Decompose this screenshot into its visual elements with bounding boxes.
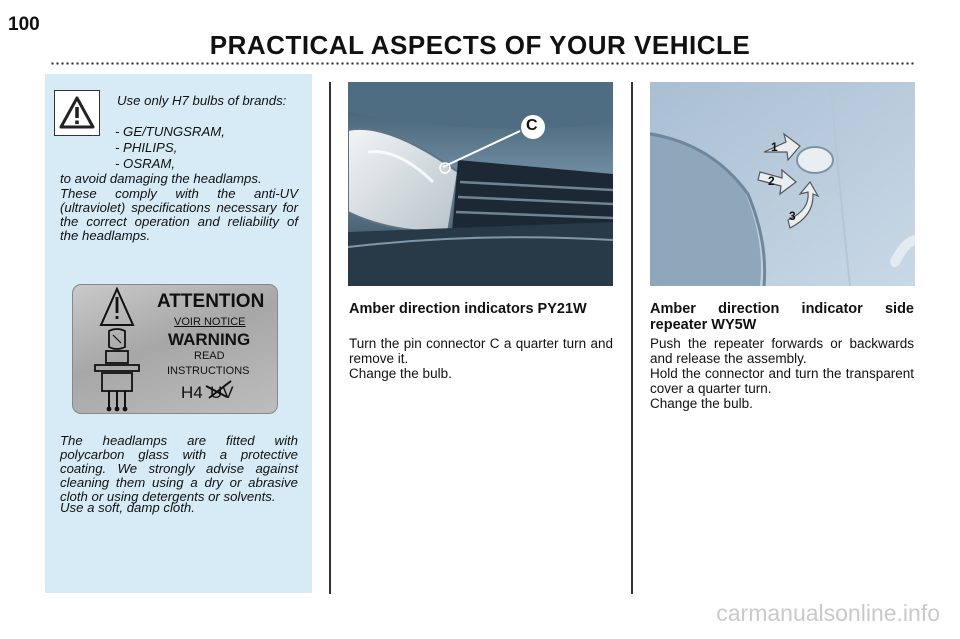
dotted-divider (50, 62, 916, 65)
bulb-warning-intro: Use only H7 bulbs of brands: (117, 93, 287, 108)
amber-indicators-heading: Amber direction indicators PY21W (349, 301, 587, 317)
bulb-warning-label (72, 284, 278, 414)
label-read: READ (194, 350, 225, 362)
label-warning: WARNING (168, 330, 251, 349)
column-divider-right (631, 82, 633, 594)
anti-uv-text: These comply with the anti-UV (ultraviolet) specifications necessary for the correct operation and reliability of the headlamps. (60, 186, 298, 243)
pin-connector-instruction: Turn the pin connector C a quarter turn and remove it. (349, 336, 613, 366)
column-divider-left (329, 82, 331, 594)
callout-1: 1 (771, 140, 778, 154)
push-repeater-instruction: Push the repeater forwards or backwards and release the assembly. (650, 336, 914, 366)
brand-philips: - PHILIPS, (115, 140, 178, 155)
avoid-damage-text: to avoid damaging the headlamps. (60, 171, 262, 186)
side-repeater-heading: Amber direction indicator side repeater WY5W (650, 301, 914, 333)
warning-box (54, 90, 100, 136)
brand-osram: - OSRAM, (115, 156, 176, 171)
label-bulb-code: H4 (181, 383, 203, 402)
label-instructions: INSTRUCTIONS (167, 365, 250, 377)
warning-triangle-icon (59, 95, 95, 131)
brand-ge-tungsram: - GE/TUNGSRAM, (115, 124, 225, 139)
change-bulb-instruction-right: Change the bulb. (650, 396, 753, 411)
polycarbon-glass-text: The headlamps are fitted with polycarbon glass with a protective coating. We strongly advise against cleaning them using a dry or abrasive cloth or using detergents or solvents. (60, 433, 298, 504)
soft-cloth-text: Use a soft, damp cloth. (60, 500, 195, 515)
page-title: PRACTICAL ASPECTS OF YOUR VEHICLE (209, 30, 751, 60)
label-attention: ATTENTION (157, 291, 265, 312)
label-uv: UV (210, 383, 234, 402)
change-bulb-instruction-left: Change the bulb. (349, 366, 452, 381)
side-repeater-photo (650, 82, 915, 286)
callout-3: 3 (789, 209, 796, 223)
connector-c-callout: C (526, 117, 538, 134)
headlamp-connector-photo (348, 82, 613, 286)
callout-2: 2 (768, 174, 775, 188)
watermark: carmanualsonline.info (716, 600, 940, 626)
hold-connector-instruction: Hold the connector and turn the transparent cover a quarter turn. (650, 366, 914, 396)
label-voir-notice: VOIR NOTICE (174, 316, 246, 328)
page-number: 100 (8, 14, 40, 35)
